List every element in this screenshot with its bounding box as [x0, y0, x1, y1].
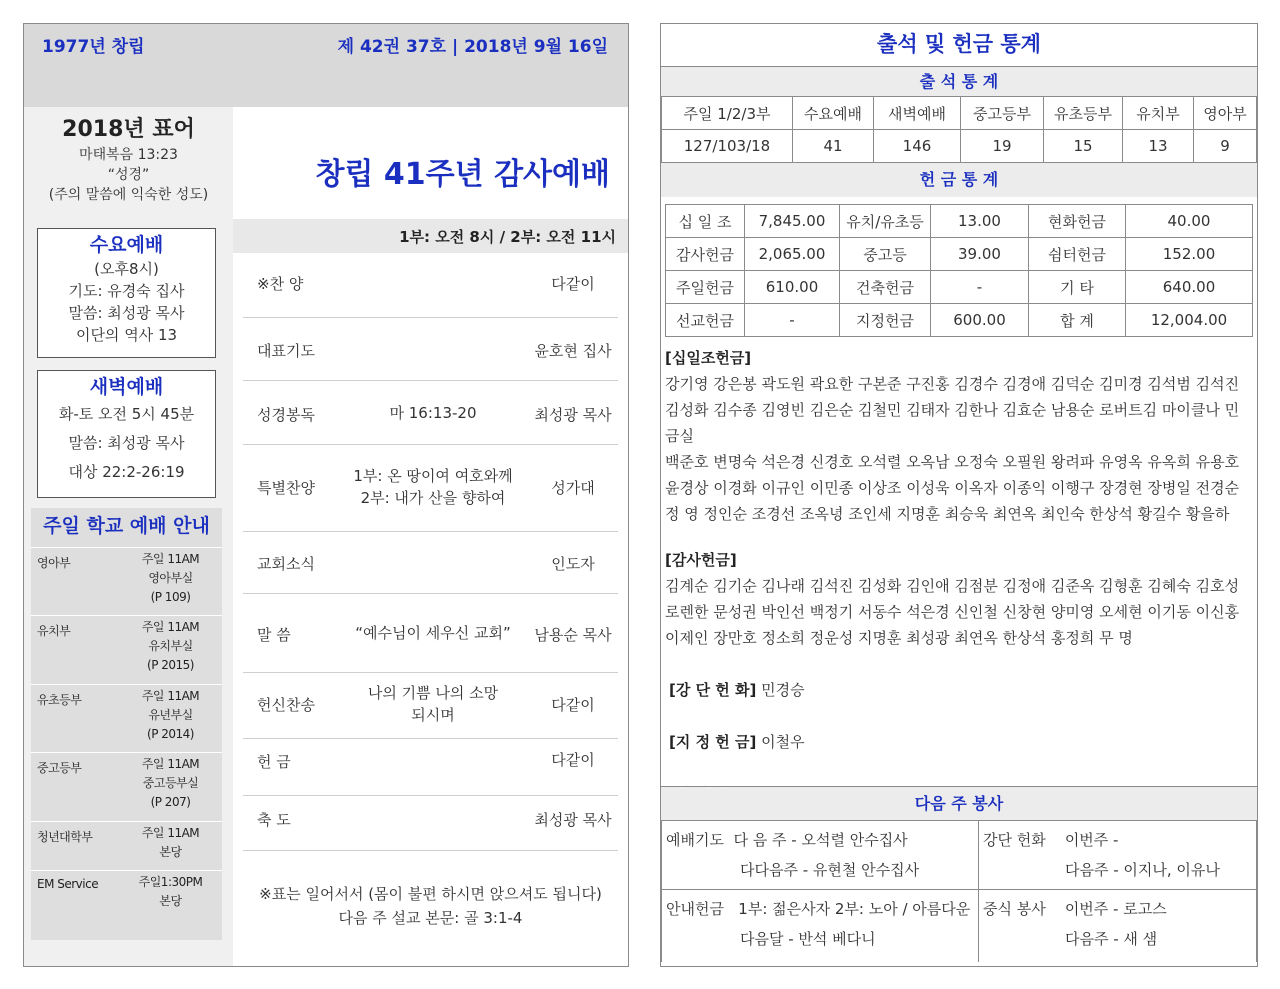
program-item: 헌신찬송 — [257, 696, 315, 714]
wednesday-title: 수요예배 — [89, 234, 164, 256]
school-time: 주일 11AM — [141, 826, 200, 840]
table-row — [662, 97, 1257, 130]
table-cell: 39.00 — [931, 238, 1029, 271]
program-item: 축 도 — [257, 811, 291, 829]
wednesday-service-box — [37, 228, 216, 358]
table-header-cell: 영아부 — [1194, 97, 1257, 130]
tithe-names-line: 김성화 김수종 김영빈 김은순 김철민 김태자 김한나 김효순 남용순 로버트김 마이클나 민금실 — [665, 401, 1240, 445]
duty-value: 다다음주 - 유현철 안수집사 — [740, 861, 920, 879]
program-content: “예수님이 세우신 교회” — [355, 624, 511, 642]
service-title: 창립 41주년 감사예배 — [315, 157, 610, 192]
service-duty-title: 다음 주 봉사 — [661, 786, 1257, 821]
program-row — [243, 318, 618, 381]
designated-donor: 이철우 — [756, 733, 805, 751]
table-cell: 중고등 — [840, 238, 931, 271]
duty-value: 다 음 주 - 오석렬 안수집사 — [733, 831, 908, 849]
table-cell: 127/103/18 — [662, 130, 793, 163]
table-header-cell: 유초등부 — [1044, 97, 1123, 130]
list-item — [31, 616, 222, 685]
school-room-number: (P 207) — [150, 795, 191, 809]
motto-word: “성경” — [107, 167, 150, 183]
table-row — [666, 271, 1253, 304]
motto-verse: 마태복음 13:23 — [79, 147, 178, 163]
wednesday-time: (오후8시) — [94, 260, 159, 278]
standing-note: ※표는 일어서서 (몸이 불편 하시면 앉으셔도 됩니다) — [259, 885, 602, 903]
service-duty-table — [661, 820, 1257, 962]
issue-label: 제 42권 37호 | 2018년 9월 16일 — [337, 37, 608, 57]
school-dept: 유초등부 — [37, 693, 82, 707]
service-title-area — [233, 107, 628, 219]
program-item: 대표기도 — [257, 342, 315, 360]
table-cell: 유치/유초등 — [840, 205, 931, 238]
program-item: 헌 금 — [257, 753, 291, 771]
school-room: 유년부실 — [148, 708, 193, 722]
school-dept: 중고등부 — [37, 761, 82, 775]
duty-label: 중식 봉사 — [983, 900, 1046, 918]
list-item — [31, 685, 222, 753]
order-of-worship — [243, 253, 618, 851]
tithe-names-line: 윤경상 이경화 이규인 이민종 이상조 이성욱 이옥자 이종익 이행구 장경현 장병일 전경순 — [665, 479, 1240, 497]
program-item: ※찬 양 — [257, 275, 304, 293]
school-room-number: (P 2015) — [147, 658, 194, 672]
dawn-sermon: 말씀: 최성광 목사 — [68, 434, 185, 452]
program-row — [243, 381, 618, 445]
school-room: 유치부실 — [148, 639, 193, 653]
table-row — [666, 205, 1253, 238]
duty-value: 다음주 - 이지나, 이유나 — [1065, 861, 1220, 879]
thanks-names-line: 김계순 김기순 김나래 김석진 김성화 김인애 김점분 김정애 김준옥 김형훈 김혜숙 김호성 — [665, 577, 1240, 595]
table-cell: 선교헌금 — [666, 304, 745, 337]
duty-value: 다음주 - 새 샘 — [1065, 930, 1158, 948]
next-sermon-text: 다음 주 설교 본문: 골 3:1-4 — [338, 909, 523, 927]
program-row — [243, 673, 618, 739]
sidebar — [24, 107, 233, 966]
table-header-cell: 주일 1/2/3부 — [662, 97, 793, 130]
table-cell: 십 일 조 — [666, 205, 745, 238]
table-cell: 지정헌금 — [840, 304, 931, 337]
bulletin-right-page — [660, 23, 1258, 967]
motto-desc: (주의 말씀에 익숙한 성도) — [48, 187, 209, 203]
table-header-cell: 새벽예배 — [874, 97, 961, 130]
service-time-bar — [233, 219, 628, 253]
dawn-title: 새벽예배 — [89, 376, 164, 398]
school-room: 중고등부실 — [142, 776, 199, 790]
bulletin-left-page — [23, 23, 629, 967]
table-cell: 현화헌금 — [1029, 205, 1126, 238]
service-time: 1부: 오전 8시 / 2부: 오전 11시 — [399, 228, 616, 246]
bulletin-header — [24, 24, 628, 107]
table-cell: 19 — [961, 130, 1044, 163]
program-leader: 인도자 — [551, 555, 595, 573]
table-row — [662, 821, 1257, 890]
sunday-school-title: 주일 학교 예배 안내 — [31, 508, 222, 548]
wednesday-sermon: 말씀: 최성광 목사 — [68, 304, 185, 322]
table-cell: - — [931, 271, 1029, 304]
school-dept: EM Service — [37, 877, 99, 891]
table-cell: 쉼터헌금 — [1029, 238, 1126, 271]
school-time: 주일 11AM — [141, 620, 200, 634]
attendance-section-title: 출 석 통 계 — [661, 66, 1257, 97]
program-row — [243, 445, 618, 532]
table-cell: 13 — [1123, 130, 1194, 163]
school-dept: 청년대학부 — [37, 830, 93, 844]
tithe-names-line: 정 영 정인순 조경선 조옥녕 조인세 지명훈 최승욱 최연옥 최인숙 한상석 황길수 황을하 — [665, 505, 1230, 523]
table-cell: 12,004.00 — [1126, 304, 1253, 337]
program-row — [243, 532, 618, 594]
table-cell: 건축헌금 — [840, 271, 931, 304]
offering-section-title: 헌 금 통 계 — [661, 163, 1257, 197]
program-leader: 최성광 목사 — [534, 811, 612, 829]
table-header-cell: 중고등부 — [961, 97, 1044, 130]
program-item: 성경봉독 — [257, 406, 315, 424]
table-row — [662, 890, 1257, 963]
altar-flower-donor: 민경승 — [756, 681, 805, 699]
dawn-service-box — [37, 370, 216, 498]
school-time: 주일1:30PM — [138, 875, 203, 889]
school-room: 본당 — [159, 845, 182, 859]
table-cell: 610.00 — [745, 271, 840, 304]
wednesday-text: 이단의 역사 13 — [75, 326, 178, 344]
table-cell: 9 — [1194, 130, 1257, 163]
table-cell: 152.00 — [1126, 238, 1253, 271]
list-item — [31, 753, 222, 822]
thanks-names-line: 로렌한 문성권 박인선 백정기 서동수 석은경 신인철 신창현 양미영 오세현 이기동 이신홍 — [665, 603, 1240, 621]
table-cell: - — [745, 304, 840, 337]
school-dept: 영아부 — [37, 556, 71, 570]
duty-label: 예배기도 — [666, 831, 724, 849]
duty-value: 다음달 - 반석 베다니 — [740, 930, 876, 948]
tithe-names-line: 백준호 변명숙 석은경 신경호 오석렬 오옥남 오정숙 오필원 왕려파 유영옥 유옥희 유용호 — [665, 453, 1240, 471]
attendance-table — [661, 96, 1257, 163]
program-row — [243, 739, 618, 796]
program-row — [243, 253, 618, 318]
table-cell: 2,065.00 — [745, 238, 840, 271]
table-cell: 주일헌금 — [666, 271, 745, 304]
school-room-number: (P 2014) — [147, 727, 194, 741]
duty-value: 1부: 젊은사자 2부: 노아 / 아름다운 — [738, 900, 971, 918]
stats-title: 출석 및 헌금 통계 — [877, 32, 1041, 56]
table-header-cell: 수요예배 — [793, 97, 874, 130]
program-leader: 다같이 — [551, 275, 595, 293]
school-time: 주일 11AM — [141, 552, 200, 566]
list-item — [31, 822, 222, 871]
duty-value: 이번주 - 로고스 — [1064, 900, 1167, 918]
school-room: 본당 — [159, 894, 182, 908]
yearly-motto — [24, 115, 233, 205]
school-time: 주일 11AM — [141, 757, 200, 771]
school-time: 주일 11AM — [141, 689, 200, 703]
program-content: 마 16:13-20 — [389, 404, 477, 422]
table-row — [662, 130, 1257, 163]
program-leader: 성가대 — [551, 479, 595, 497]
offering-table — [665, 204, 1253, 337]
sunday-school-schedule — [31, 508, 222, 940]
table-cell: 40.00 — [1126, 205, 1253, 238]
table-cell: 합 계 — [1029, 304, 1126, 337]
program-item: 특별찬양 — [257, 479, 315, 497]
list-item — [31, 871, 222, 919]
table-header-cell: 유치부 — [1123, 97, 1194, 130]
duty-label: 안내헌금 — [666, 900, 724, 918]
motto-title: 2018년 표어 — [62, 117, 195, 142]
list-item — [31, 548, 222, 616]
table-row — [666, 238, 1253, 271]
dawn-text: 대상 22:2-26:19 — [68, 463, 185, 481]
school-room-number: (P 109) — [150, 590, 191, 604]
founded-label: 1977년 창립 — [42, 37, 145, 57]
table-cell: 기 타 — [1029, 271, 1126, 304]
thanks-heading: [감사헌금] — [665, 551, 737, 569]
duty-value: 이번주 - — [1064, 831, 1119, 849]
duty-label: 강단 헌화 — [983, 831, 1046, 849]
thanks-names-line: 이제인 장만호 정소희 정운성 지명훈 최성광 최연옥 한상석 홍정희 무 명 — [665, 629, 1133, 647]
program-leader: 최성광 목사 — [534, 406, 612, 424]
program-row — [243, 594, 618, 673]
table-row — [666, 304, 1253, 337]
footnote — [233, 882, 628, 930]
table-cell: 15 — [1044, 130, 1123, 163]
school-room: 영아부실 — [148, 571, 193, 585]
program-content: 1부: 온 땅이여 여호와께 2부: 내가 산을 향하여 — [353, 467, 513, 507]
school-dept: 유치부 — [37, 624, 71, 638]
program-leader: 남용순 목사 — [534, 626, 612, 644]
program-row — [243, 796, 618, 851]
altar-flower-heading: [강 단 헌 화] — [669, 681, 757, 699]
tithe-names-line: 강기영 강은봉 곽도원 곽요한 구본준 구진홍 김경수 김경애 김덕순 김미경 김석범 김석진 — [665, 375, 1240, 393]
program-item: 말 씀 — [257, 626, 291, 644]
tithe-heading: [십일조헌금] — [665, 349, 752, 367]
program-leader: 윤호현 집사 — [534, 342, 612, 360]
table-cell: 13.00 — [931, 205, 1029, 238]
program-content: 나의 기쁨 나의 소망 되시며 — [367, 684, 499, 724]
designated-heading: [지 정 헌 금] — [669, 733, 757, 751]
table-cell: 감사헌금 — [666, 238, 745, 271]
dawn-time: 화-토 오전 5시 45분 — [58, 405, 195, 423]
program-leader: 다같이 — [551, 696, 595, 714]
table-cell: 41 — [793, 130, 874, 163]
table-cell: 7,845.00 — [745, 205, 840, 238]
wednesday-prayer: 기도: 유경숙 집사 — [68, 282, 185, 300]
table-cell: 640.00 — [1126, 271, 1253, 304]
program-item: 교회소식 — [257, 555, 315, 573]
donor-lists — [665, 345, 1253, 807]
table-cell: 146 — [874, 130, 961, 163]
program-leader: 다같이 — [551, 751, 595, 769]
table-cell: 600.00 — [931, 304, 1029, 337]
